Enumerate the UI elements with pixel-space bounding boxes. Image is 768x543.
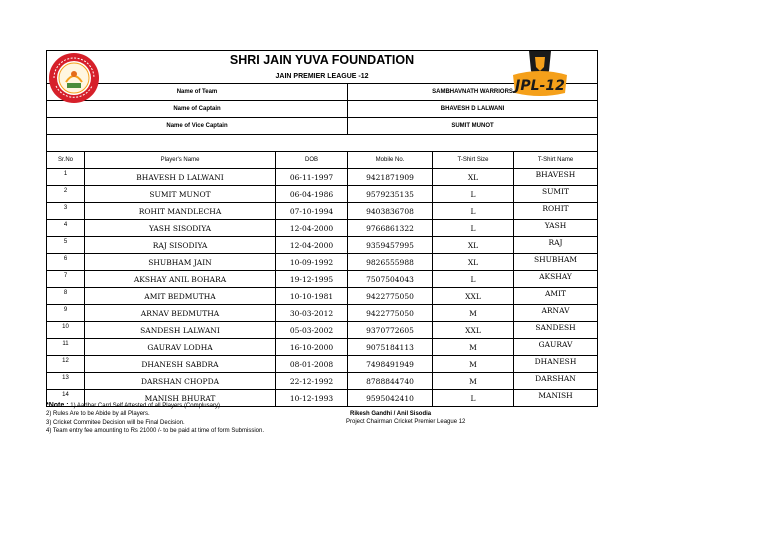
tshirt-size-cell: XXL (433, 288, 514, 305)
note-label: *Note : (46, 402, 69, 409)
note-line-2: 2) Rules Are to be Abide by all Players. (46, 411, 150, 418)
mobile-cell: 9422775050 (348, 305, 433, 322)
mobile-cell: 9359457995 (348, 237, 433, 254)
sr-no-cell: 14 (47, 390, 85, 407)
dob-cell: 12-04-2000 (276, 220, 348, 237)
jpl-12-logo (509, 49, 571, 102)
mobile-cell: 9766861322 (348, 220, 433, 237)
team-table (46, 50, 598, 407)
sr-no-cell: 9 (47, 305, 85, 322)
tshirt-name-cell: SUMIT (514, 186, 598, 203)
tshirt-name-cell: MANISH (514, 390, 598, 407)
mobile-cell: 7498491949 (348, 356, 433, 373)
col-header-tshirt-name: T-Shirt Name (514, 152, 598, 169)
col-header-name: Player's Name (85, 152, 276, 169)
sr-no-cell: 2 (47, 186, 85, 203)
captain-value: BHAVESH D LALWANI (348, 101, 598, 118)
sr-no-cell: 11 (47, 339, 85, 356)
player-row (47, 271, 598, 288)
tshirt-name-cell: BHAVESH (514, 169, 598, 186)
player-row (47, 339, 598, 356)
tshirt-name-cell: ROHIT (514, 203, 598, 220)
mobile-cell: 9579235135 (348, 186, 433, 203)
tshirt-name-cell: RAJ (514, 237, 598, 254)
foundation-logo (48, 52, 100, 104)
page-title: SHRI JAIN YUVA FOUNDATION (47, 51, 598, 70)
player-name-cell: ARNAV BEDMUTHA (85, 305, 276, 322)
sr-no-cell: 13 (47, 373, 85, 390)
col-header-tshirt-size: T-Shirt Size (433, 152, 514, 169)
tshirt-size-cell: M (433, 339, 514, 356)
player-name-cell: AKSHAY ANIL BOHARA (85, 271, 276, 288)
player-row (47, 373, 598, 390)
player-name-cell: MANISH BHURAT (85, 390, 276, 407)
vice-captain-value: SUMIT MUNOT (348, 118, 598, 135)
player-row (47, 186, 598, 203)
player-row (47, 254, 598, 271)
tshirt-size-cell: M (433, 305, 514, 322)
tshirt-name-cell: YASH (514, 220, 598, 237)
tshirt-size-cell: M (433, 373, 514, 390)
team-label: Name of Team (47, 84, 348, 101)
dob-cell: 07-10-1994 (276, 203, 348, 220)
tshirt-size-cell: L (433, 390, 514, 407)
note-line-3: 3) Cricket Commitee Decision will be Final Decision. (46, 419, 185, 426)
tshirt-name-cell: GAURAV (514, 339, 598, 356)
signature-block (346, 410, 465, 427)
dob-cell: 16-10-2000 (276, 339, 348, 356)
sr-no-cell: 5 (47, 237, 85, 254)
player-row (47, 322, 598, 339)
tshirt-name-cell: DHANESH (514, 356, 598, 373)
tshirt-name-cell: SHUBHAM (514, 254, 598, 271)
player-row (47, 237, 598, 254)
dob-cell: 05-03-2002 (276, 322, 348, 339)
note-line-1: 1) Aadhar Card Self Attested of all Players (Complusary) . (68, 403, 224, 409)
dob-cell: 30-03-2012 (276, 305, 348, 322)
sr-no-cell: 10 (47, 322, 85, 339)
tshirt-name-cell: SANDESH (514, 322, 598, 339)
jpl-logo-text: JPL-12 (515, 78, 565, 94)
player-name-cell: SUMIT MUNOT (85, 186, 276, 203)
league-subtitle: JAIN PREMIER LEAGUE -12 (47, 69, 598, 84)
dob-cell: 08-01-2008 (276, 356, 348, 373)
player-name-cell: AMIT BEDMUTHA (85, 288, 276, 305)
player-row (47, 356, 598, 373)
dob-cell: 12-04-2000 (276, 237, 348, 254)
tshirt-size-cell: M (433, 356, 514, 373)
signatory-role: Project Chairman Cricket Premier League 12 (346, 419, 466, 426)
vice-captain-label: Name of Vice Captain (47, 118, 348, 135)
col-header-srno: Sr.No (47, 152, 85, 169)
tshirt-size-cell: L (433, 271, 514, 288)
registration-form (46, 50, 597, 407)
player-name-cell: SHUBHAM JAIN (85, 254, 276, 271)
team-value: SAMBHAVNATH WARRIORS (348, 84, 598, 101)
dob-cell: 19-12-1995 (276, 271, 348, 288)
player-name-cell: GAURAV LODHA (85, 339, 276, 356)
sr-no-cell: 3 (47, 203, 85, 220)
mobile-cell: 9595042410 (348, 390, 433, 407)
player-name-cell: DARSHAN CHOPDA (85, 373, 276, 390)
tshirt-size-cell: L (433, 186, 514, 203)
column-header-row (47, 152, 598, 169)
signatory-names: Rikesh Gandhi / Anil Sisodia (350, 411, 432, 417)
player-row (47, 203, 598, 220)
player-row (47, 220, 598, 237)
dob-cell: 22-12-1992 (276, 373, 348, 390)
sr-no-cell: 4 (47, 220, 85, 237)
dob-cell: 10-10-1981 (276, 288, 348, 305)
mobile-cell: 9075184113 (348, 339, 433, 356)
player-row (47, 169, 598, 186)
sr-no-cell: 12 (47, 356, 85, 373)
player-name-cell: DHANESH SABDRA (85, 356, 276, 373)
tshirt-size-cell: XXL (433, 322, 514, 339)
player-name-cell: BHAVESH D LALWANI (85, 169, 276, 186)
tshirt-size-cell: XL (433, 254, 514, 271)
mobile-cell: 9421871909 (348, 169, 433, 186)
mobile-cell: 8788844740 (348, 373, 433, 390)
spacer-row (47, 135, 598, 152)
mobile-cell: 7507504043 (348, 271, 433, 288)
sr-no-cell: 8 (47, 288, 85, 305)
tshirt-name-cell: ARNAV (514, 305, 598, 322)
mobile-cell: 9403836708 (348, 203, 433, 220)
note-line-4: 4) Team entry fee amounting to Rs 21000 /- to be paid at time of form Submission. (46, 428, 265, 435)
tshirt-size-cell: L (433, 203, 514, 220)
sr-no-cell: 6 (47, 254, 85, 271)
notes-block (46, 402, 264, 436)
dob-cell: 06-11-1997 (276, 169, 348, 186)
player-row (47, 305, 598, 322)
tshirt-name-cell: DARSHAN (514, 373, 598, 390)
player-name-cell: YASH SISODIYA (85, 220, 276, 237)
player-name-cell: SANDESH LALWANI (85, 322, 276, 339)
sr-no-cell: 1 (47, 169, 85, 186)
mobile-cell: 9826555988 (348, 254, 433, 271)
captain-label: Name of Captain (47, 101, 348, 118)
tshirt-name-cell: AMIT (514, 288, 598, 305)
sr-no-cell: 7 (47, 271, 85, 288)
tshirt-size-cell: L (433, 220, 514, 237)
dob-cell: 10-09-1992 (276, 254, 348, 271)
tshirt-name-cell: AKSHAY (514, 271, 598, 288)
player-name-cell: ROHIT MANDLECHA (85, 203, 276, 220)
tshirt-size-cell: XL (433, 169, 514, 186)
player-row (47, 288, 598, 305)
mobile-cell: 9370772605 (348, 322, 433, 339)
mobile-cell: 9422775050 (348, 288, 433, 305)
dob-cell: 10-12-1993 (276, 390, 348, 407)
tshirt-size-cell: XL (433, 237, 514, 254)
col-header-mobile: Mobile No. (348, 152, 433, 169)
player-name-cell: RAJ SISODIYA (85, 237, 276, 254)
col-header-dob: DOB (276, 152, 348, 169)
dob-cell: 06-04-1986 (276, 186, 348, 203)
